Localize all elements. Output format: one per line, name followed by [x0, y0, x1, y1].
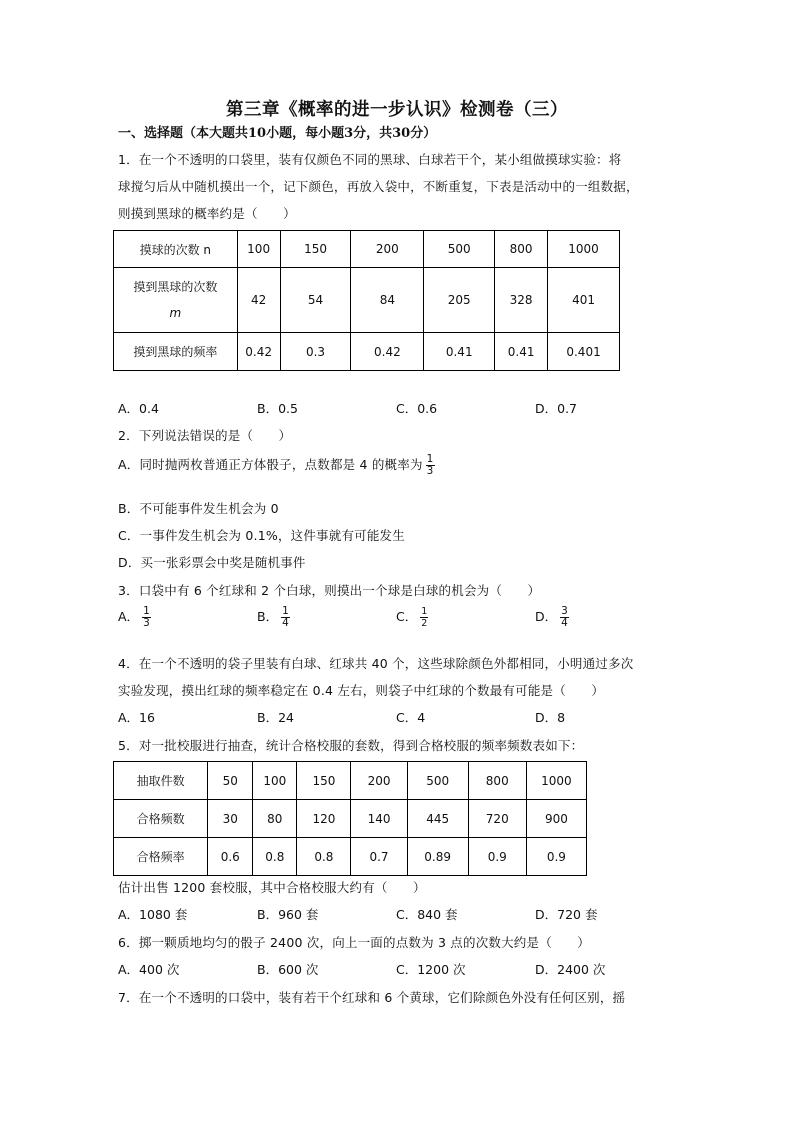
table-cell: 500 — [424, 231, 495, 268]
q4-line-2: 实验发现，摸出红球的频率稳定在 0.4 左右，则袋子中红球的个数最有可能是（ ） — [118, 683, 605, 698]
table-cell: 0.89 — [407, 838, 468, 876]
q1-table — [113, 230, 620, 371]
option-label: C． — [396, 609, 418, 624]
table-cell: 445 — [407, 800, 468, 838]
option-label: D． — [535, 609, 558, 624]
q5-option-c: C．840 套 — [396, 907, 458, 922]
fraction — [420, 606, 428, 629]
table-cell: 30 — [208, 800, 253, 838]
table-cell: 100 — [237, 231, 280, 268]
table-cell: 0.41 — [424, 333, 495, 371]
table-cell: 800 — [495, 231, 548, 268]
q4-line-1: 4．在一个不透明的袋子里装有白球、红球共 40 个，这些球除颜色外都相同，小明通过多次 — [118, 656, 634, 671]
table-cell: 900 — [526, 800, 586, 838]
section-heading: 一、选择题（本大题共10小题，每小题3分，共30分） — [118, 126, 437, 141]
table-cell: 0.401 — [548, 333, 620, 371]
fraction-numerator: 1 — [421, 606, 428, 617]
table-cell: 150 — [297, 762, 351, 800]
q1-line-2: 球搅匀后从中随机摸出一个，记下颜色，再放入袋中，不断重复，下表是活动中的一组数据， — [118, 179, 639, 194]
fraction-denominator: 4 — [561, 617, 568, 629]
fraction — [560, 606, 569, 629]
table-cell: 800 — [468, 762, 526, 800]
q3-option-c — [396, 606, 428, 629]
table-cell: 1000 — [548, 231, 620, 268]
table-cell: 140 — [351, 800, 407, 838]
table-header-cell: 摸到黑球的频率 — [114, 333, 238, 371]
option-label: B． — [257, 609, 279, 624]
q6-option-c: C．1200 次 — [396, 962, 466, 977]
table-cell: 150 — [280, 231, 351, 268]
table-cell: 401 — [548, 268, 620, 333]
table-header-cell — [114, 268, 238, 333]
table-header-cell: 摸球的次数 n — [114, 231, 238, 268]
table-row — [114, 762, 587, 800]
fraction-numerator: 1 — [143, 605, 150, 617]
table-cell: 120 — [297, 800, 351, 838]
q1-line-3: 则摸到黑球的概率约是（ ） — [118, 206, 296, 221]
table-cell: 54 — [280, 268, 351, 333]
table-row — [114, 838, 587, 876]
table-cell: 0.3 — [280, 333, 351, 371]
table-row — [114, 231, 620, 268]
q1-option-a: A．0.4 — [118, 401, 159, 416]
q2-stem: 2．下列说法错误的是（ ） — [118, 428, 292, 443]
q2-option-c: C．一事件发生机会为 0.1%，这件事就有可能发生 — [118, 528, 405, 543]
q4-option-d: D．8 — [535, 710, 566, 725]
q2-option-b: B．不可能事件发生机会为 0 — [118, 501, 279, 516]
table-cell: 50 — [208, 762, 253, 800]
q1-line-1: 1．在一个不透明的口袋里，装有仅颜色不同的黑球、白球若干个，某小组做摸球实验：将 — [118, 152, 622, 167]
q5-option-d: D．720 套 — [535, 907, 598, 922]
table-row — [114, 333, 620, 371]
table-cell: 0.41 — [495, 333, 548, 371]
q4-option-a: A．16 — [118, 710, 155, 725]
fraction-numerator: 1 — [426, 453, 434, 465]
q1-option-d: D．0.7 — [535, 401, 578, 416]
q2-option-a — [118, 454, 435, 477]
table-cell: 205 — [424, 268, 495, 333]
table-cell: 0.7 — [351, 838, 407, 876]
fraction-denominator: 3 — [143, 617, 150, 629]
q6-option-d: D．2400 次 — [535, 962, 606, 977]
fraction-denominator: 2 — [421, 618, 428, 629]
q3-option-a — [118, 606, 151, 629]
fraction-numerator: 3 — [561, 605, 568, 617]
table-cell: 500 — [407, 762, 468, 800]
q2-option-d: D．买一张彩票会中奖是随机事件 — [118, 555, 306, 570]
table-cell: 200 — [351, 762, 407, 800]
q5-option-a: A．1080 套 — [118, 907, 188, 922]
table-row — [114, 800, 587, 838]
q1-option-c: C．0.6 — [396, 401, 438, 416]
fraction — [281, 606, 290, 629]
q5-followup: 估计出售 1200 套校服，其中合格校服大约有（ ） — [118, 880, 426, 895]
q5-table — [113, 761, 587, 876]
q1-option-b: B．0.5 — [257, 401, 298, 416]
q6-option-a: A．400 次 — [118, 962, 180, 977]
table-cell: 720 — [468, 800, 526, 838]
table-row — [114, 268, 620, 333]
q3-stem: 3．口袋中有 6 个红球和 2 个白球，则摸出一个球是白球的机会为（ ） — [118, 583, 541, 598]
fraction-denominator: 4 — [282, 617, 289, 629]
table-cell: 0.6 — [208, 838, 253, 876]
table-cell: 328 — [495, 268, 548, 333]
table-cell: 0.42 — [237, 333, 280, 371]
row-label-line-2: m — [169, 306, 182, 320]
fraction — [426, 454, 435, 477]
table-cell: 0.8 — [253, 838, 297, 876]
table-cell: 200 — [351, 231, 424, 268]
table-header-cell: 抽取件数 — [114, 762, 208, 800]
fraction-denominator: 3 — [426, 465, 434, 477]
q4-option-c: C．4 — [396, 710, 426, 725]
table-header-cell: 合格频率 — [114, 838, 208, 876]
table-cell: 42 — [237, 268, 280, 333]
q6-stem: 6．掷一颗质地均匀的骰子 2400 次，向上一面的点数为 3 点的次数大约是（ ） — [118, 935, 591, 950]
table-cell: 0.9 — [526, 838, 586, 876]
row-label-line-1: 摸到黑球的次数 — [133, 280, 218, 294]
table-cell: 0.8 — [297, 838, 351, 876]
q7-stem: 7．在一个不透明的口袋中，装有若干个红球和 6 个黄球，它们除颜色外没有任何区别，摇 — [118, 990, 626, 1005]
q5-stem: 5．对一批校服进行抽查，统计合格校服的套数，得到合格校服的频率频数表如下： — [118, 738, 584, 753]
table-cell: 0.42 — [351, 333, 424, 371]
table-cell: 100 — [253, 762, 297, 800]
table-cell: 84 — [351, 268, 424, 333]
q6-option-b: B．600 次 — [257, 962, 319, 977]
q5-option-b: B．960 套 — [257, 907, 319, 922]
q3-option-d — [535, 606, 569, 629]
q4-option-b: B．24 — [257, 710, 294, 725]
fraction — [142, 606, 151, 629]
table-header-cell: 合格频数 — [114, 800, 208, 838]
table-cell: 0.9 — [468, 838, 526, 876]
page-title: 第三章《概率的进一步认识》检测卷（三） — [226, 100, 568, 120]
option-label: A． — [118, 609, 140, 624]
table-cell: 1000 — [526, 762, 586, 800]
fraction-numerator: 1 — [282, 605, 289, 617]
q2-option-a-text: A．同时抛两枚普通正方体骰子，点数都是 4 的概率为 — [118, 457, 423, 472]
table-cell: 80 — [253, 800, 297, 838]
q3-option-b — [257, 606, 290, 629]
